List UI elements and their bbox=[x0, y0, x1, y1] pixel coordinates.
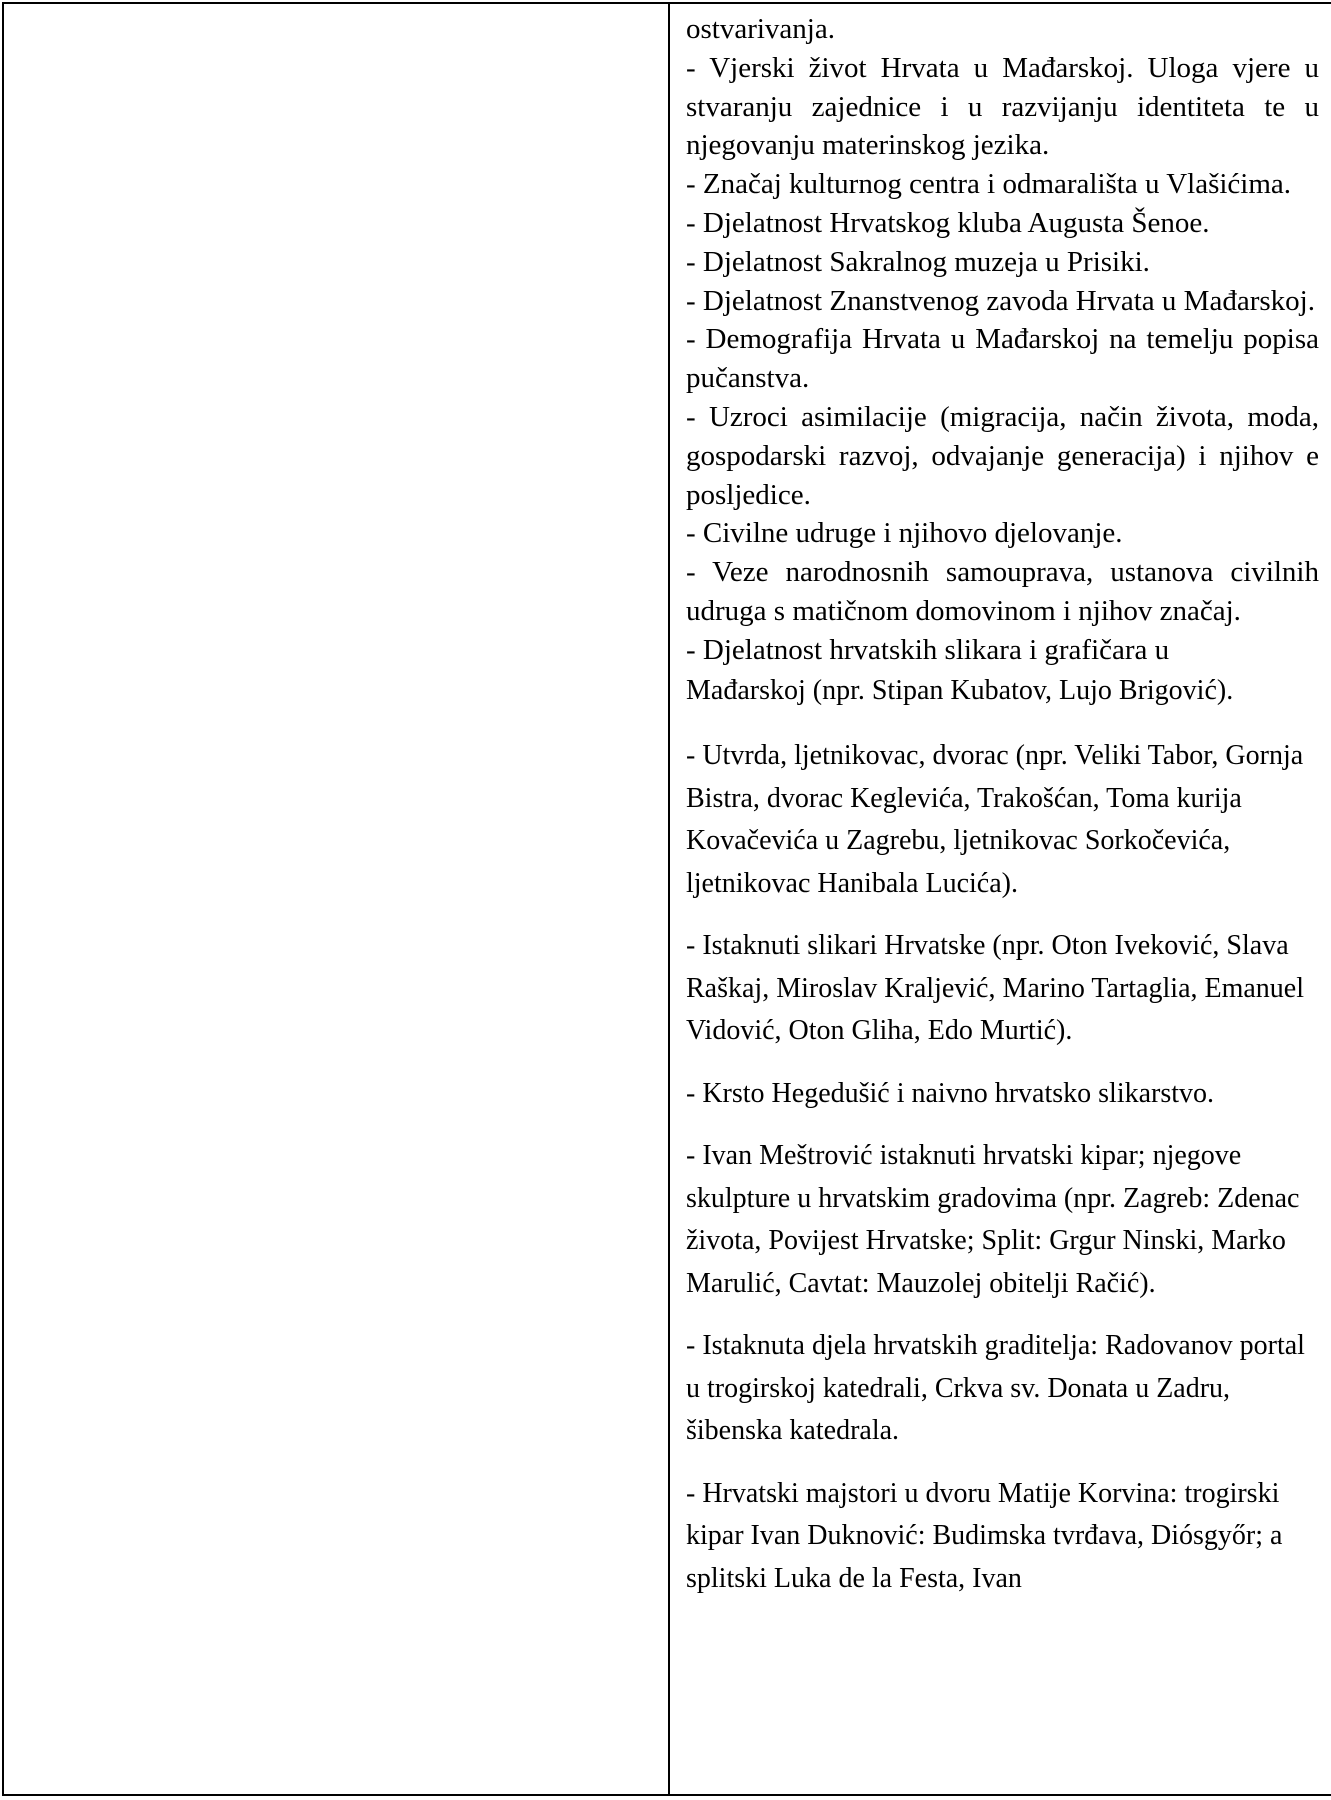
topic-item: - Krsto Hegedušić i naivno hrvatsko slikarstvo. bbox=[686, 1077, 1215, 1109]
topic-item: - Djelatnost Sakralnog muzeja u Prisiki. bbox=[686, 245, 1150, 278]
topic-item: - Vjerski život Hrvata u Mađarskoj. Uloga vjere u stvaranju zajednice i u razvijanju identiteta te u njegovanju materinskog jezika. bbox=[686, 51, 1319, 162]
topic-item: - Djelatnost Hrvatskog kluba Augusta Šenoe. bbox=[686, 206, 1210, 239]
topic-item: - Civilne udruge i njihovo djelovanje. bbox=[686, 517, 1123, 550]
topic-item: - Značaj kulturnog centra i odmarališta u Vlašićima. bbox=[686, 168, 1292, 201]
topic-item-tail: Mađarskoj (npr. Stipan Kubatov, Lujo Brigović). bbox=[686, 674, 1234, 706]
topic-item: - Djelatnost hrvatskih slikara i grafičara u bbox=[686, 633, 1170, 666]
topic-item: - Djelatnost Znanstvenog zavoda Hrvata u Mađarskoj. bbox=[686, 284, 1315, 317]
content-table bbox=[2, 2, 1331, 1796]
table-row bbox=[3, 3, 1331, 1795]
topics-cell bbox=[669, 3, 1331, 1795]
continuation-line: ostvarivanja. bbox=[686, 13, 835, 45]
topics-content bbox=[670, 4, 1331, 1600]
topic-item: - Demografija Hrvata u Mađarskoj na temelju popisa pučanstva. bbox=[686, 323, 1319, 395]
topic-item: - Istaknuta djela hrvatskih graditelja: Radovanov portal u trogirskoj katedrali, Crkva sv. Donata u Zadru, šibenska katedrala. bbox=[686, 1330, 1305, 1447]
topic-item: - Ivan Meštrović istaknuti hrvatski kipar; njegove skulpture u hrvatskim gradovima (npr. Zagreb: Zdenac života, Povijest Hrvatske; Split: Grgur Ninski, Marko Marulić, Cavtat: Mauzolej obitelji Račić). bbox=[686, 1140, 1300, 1299]
topic-item: - Uzroci asimilacije (migracija, način života, moda, gospodarski razvoj, odvajanje generacija) i njihov e posljedice. bbox=[686, 400, 1319, 511]
empty-left-cell bbox=[3, 3, 669, 1795]
topic-item: - Istaknuti slikari Hrvatske (npr. Oton Iveković, Slava Raškaj, Miroslav Kraljević, Marino Tartaglia, Emanuel Vidović, Oton Gliha, Edo Murtić). bbox=[686, 930, 1305, 1047]
topic-item: - Hrvatski majstori u dvoru Matije Korvina: trogirski kipar Ivan Duknović: Budimska tvrđava, Diósgyőr; a splitski Luka de la Festa, Ivan bbox=[686, 1477, 1283, 1594]
topic-item: - Veze narodnosnih samouprava, ustanova civilnih udruga s matičnom domovinom i njihov značaj. bbox=[686, 556, 1319, 627]
topic-item: - Utvrda, ljetnikovac, dvorac (npr. Veliki Tabor, Gornja Bistra, dvorac Keglevića, Trakošćan, Toma kurija Kovačevića u Zagrebu, ljetnikovac Sorkočevića, ljetnikovac Hanibala Lucića). bbox=[686, 740, 1304, 899]
